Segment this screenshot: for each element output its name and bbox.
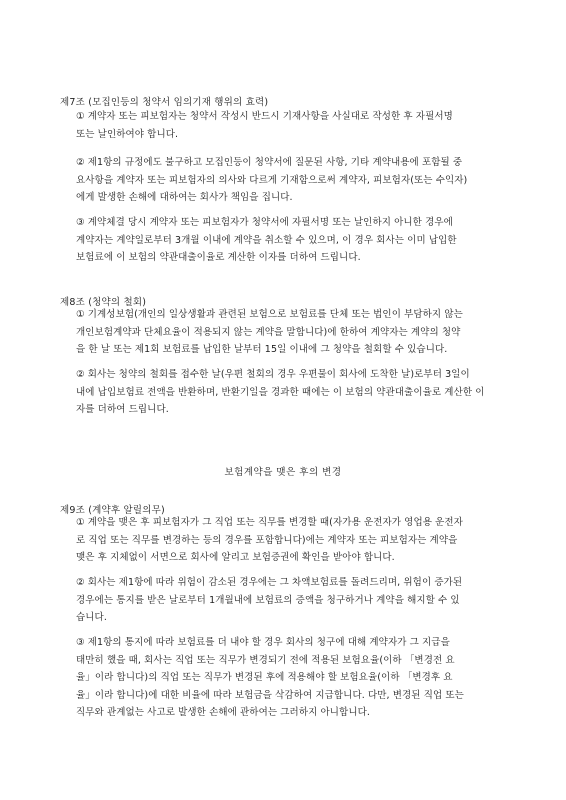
text-line: 습니다. (76, 612, 107, 623)
text-line: ② 회사는 청약의 철회를 접수한 날(우편 철회의 경우 우편물이 회사에 도착한 날)로부터 3일이 (76, 369, 470, 380)
text-line: ③ 제1항의 통지에 따라 보험료를 더 내야 할 경우 회사의 청구에 대해 계약자가 그 지급을 (76, 637, 450, 648)
text-line: 을 한 날 또는 제1회 보험료를 납입한 날부터 15일 이내에 그 청약을 철회할 수 있습니다. (76, 344, 448, 355)
article-7-paragraph-2 (60, 154, 531, 207)
article-7-paragraph-3 (60, 214, 531, 267)
article-9-paragraph-1 (60, 514, 531, 567)
text-line: ① 기계성보험(개인의 일상생활과 관련된 보험으로 보험료를 단체 또는 법인이 부담하지 않는 (76, 309, 463, 320)
section-title: 보험계약을 맺은 후의 변경 (224, 467, 342, 478)
article-9-title: 제9조 (계약후 알릴의무) (60, 505, 165, 516)
text-line: ② 회사는 제1항에 따라 위험이 감소된 경우에는 그 차액보험료를 돌려드리며, 위험이 증가된 (76, 577, 463, 588)
text-line: ② 제1항의 규정에도 불구하고 모집인등이 청약서에 질문된 사항, 기타 계약내용에 포함될 중 (76, 157, 463, 168)
text-line: 율」이라 합니다)에 대한 비율에 따라 보험금을 삭감하여 지급합니다. 다만, 변경된 직업 또는 (76, 689, 464, 701)
text-line: 요사항을 계약자 또는 피보험자의 의사와 다르게 기재함으로써 계약자, 피보험자(또는 수익자) (76, 174, 468, 186)
article-8-paragraph-2 (60, 366, 531, 419)
text-line: ③ 계약체결 당시 계약자 또는 피보험자가 청약서에 자필서명 또는 날인하지 아니한 경우에 (76, 217, 453, 228)
text-line: 율」이라 합니다)의 직업 또는 직무가 변경된 후에 적용해야 할 보험요율(이하 「변경후 요 (76, 672, 453, 683)
text-line: 에게 발생한 손해에 대하여는 회사가 책임을 집니다. (76, 192, 293, 203)
text-line: 계약자는 계약일로부터 3개월 이내에 계약을 취소할 수 있으며, 이 경우 회사는 이미 납입한 (76, 234, 457, 246)
text-line: 또는 날인하여야 합니다. (76, 128, 179, 140)
text-line: 개인보험계약과 단체요율이 적용되지 않는 계약을 말합니다)에 한하여 계약자는 계약의 청약 (76, 326, 461, 338)
article-9-paragraph-2 (60, 574, 531, 627)
text-line: ① 계약자 또는 피보험자는 청약서 작성시 반드시 기재사항을 사실대로 작성한 후 자필서명 (76, 111, 453, 122)
article-7-title: 제7조 (모집인등의 청약서 임의기재 행위의 효력) (60, 97, 269, 108)
article-8-title: 제8조 (청약의 철회) (60, 297, 147, 308)
text-line: 보험료에 이 보험의 약관대출이율로 계산한 이자를 더하여 드립니다. (76, 252, 361, 263)
text-line: 직무와 관계없는 사고로 발생한 손해에 관하여는 그러하지 아니합니다. (76, 707, 370, 718)
text-line: 로 직업 또는 직무를 변경하는 등의 경우를 포함합니다)에는 계약자 또는 피보험자는 계약을 (76, 534, 458, 546)
text-line: 태만히 했을 때, 회사는 직업 또는 직무가 변경되기 전에 적용된 보험요율(이하 「변경전 요 (76, 654, 455, 666)
article-7-paragraph-1 (60, 108, 531, 143)
text-line: 경우에는 통지를 받은 날로부터 1개월내에 보험료의 증액을 청구하거나 계약을 해지할 수 있 (76, 594, 460, 606)
article-8-paragraph-1 (60, 306, 531, 359)
text-line: ① 계약을 맺은 후 피보험자가 그 직업 또는 직무를 변경할 때(자가용 운전자가 영업용 운전자 (76, 517, 463, 528)
text-line: 맺은 후 지체없이 서면으로 회사에 알리고 보험증권에 확인을 받아야 합니다. (76, 552, 395, 563)
text-line: 내에 납입보험료 전액을 반환하며, 반환기일을 경과한 때에는 이 보험의 약관대출이율로 계산한 이 (76, 386, 485, 398)
text-line: 자를 더하여 드립니다. (76, 404, 169, 415)
article-9-paragraph-3 (60, 634, 531, 722)
